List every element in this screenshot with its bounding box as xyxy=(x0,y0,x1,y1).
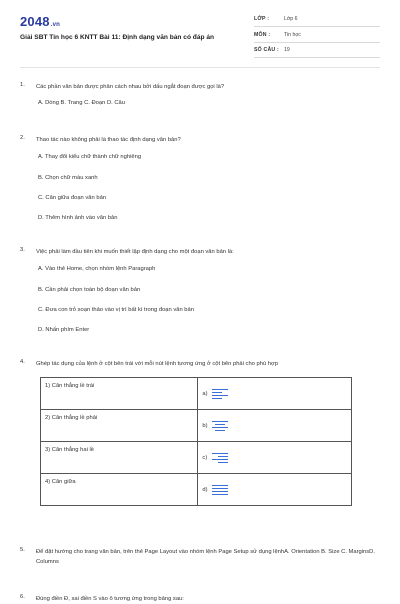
meta-key: MÔN : xyxy=(254,32,271,38)
site-logo[interactable] xyxy=(20,14,60,29)
question-text: Các phần văn bản được phân cách nhau bởi dấu ngắt đoạn được gọi là? xyxy=(36,84,225,90)
meta-subject xyxy=(254,28,380,43)
table-cell-button xyxy=(198,410,352,442)
table-cell-button xyxy=(198,378,352,410)
option-c: C. Căn giữa đoạn văn bản xyxy=(38,195,107,201)
table-cell-command: 4) Căn giữa xyxy=(41,474,198,506)
question-number: 4. xyxy=(20,359,25,365)
button-label: a) xyxy=(202,390,208,397)
question-text: Để đặt hướng cho trang văn bản, trên thẻ Page Layout vào nhóm lệnh Page Setup sử dụng lệnhA. Orientation B. Size C. MarginsD. Columns xyxy=(36,549,375,565)
option-b: B. Cần phải chọn toàn bộ đoạn văn bản xyxy=(38,287,141,293)
question-number: 1. xyxy=(20,82,25,88)
meta-key: LỚP : xyxy=(254,16,270,22)
question-text: Thao tác nào không phải là thao tác định dạng văn bản? xyxy=(36,137,181,143)
align-justify-icon xyxy=(212,484,228,496)
table-cell-command: 3) Căn thẳng hai lề xyxy=(41,442,198,474)
button-label: c) xyxy=(202,454,208,461)
option-d: D. Nhấn phím Enter xyxy=(38,327,90,333)
meta-value: Lớp 6 xyxy=(284,16,298,22)
option-a: A. Thay đổi kiểu chữ thành chữ nghiêng xyxy=(38,154,142,160)
meta-value: 19 xyxy=(284,47,290,53)
table-cell-button xyxy=(198,442,352,474)
option-c: C. Đưa con trỏ soạn thảo vào vị trí bất kì trong đoạn văn bản xyxy=(38,307,194,313)
question-text: Đúng điền Đ, sai điền S vào ô tương ứng trong bảng sau: xyxy=(36,596,184,602)
logo-suffix: .vn xyxy=(50,22,61,28)
question-number: 6. xyxy=(20,594,25,600)
table-cell-command: 2) Căn thẳng lề phải xyxy=(41,410,198,442)
option-a: A. Vào thẻ Home, chọn nhóm lệnh Paragraph xyxy=(38,266,156,272)
logo-text: 2048 xyxy=(20,14,50,29)
table-row xyxy=(41,378,352,410)
meta-class xyxy=(254,12,380,27)
table-row xyxy=(41,474,352,506)
question-number: 2. xyxy=(20,135,25,141)
table-cell-button xyxy=(198,474,352,506)
align-right-icon xyxy=(212,452,228,464)
option-b: B. Chọn chữ màu xanh xyxy=(38,175,98,181)
document-title: Giải SBT Tin học 6 KNTT Bài 11: Định dạng văn bản có đáp án xyxy=(20,34,215,41)
question-text: Việc phải làm đầu tiên khi muốn thiết lập định dạng cho một đoạn văn bản là: xyxy=(36,249,234,255)
question-1-options: A. Dòng B. Trang C. Đoạn D. Câu xyxy=(38,100,125,106)
question-number: 3. xyxy=(20,247,25,253)
align-left-icon xyxy=(212,388,228,400)
meta-question-count xyxy=(254,43,380,58)
table-cell-command: 1) Căn thẳng lề trái xyxy=(41,378,198,410)
table-row xyxy=(41,442,352,474)
question-text: Ghép tác dụng của lệnh ở cột bên trái với mỗi nút lệnh tương ứng ở cột bên phải cho phù hợp xyxy=(36,361,279,367)
question-number: 5. xyxy=(20,547,25,553)
button-label: b) xyxy=(202,422,208,429)
option-d: D. Thêm hình ảnh vào văn bản xyxy=(38,215,118,221)
header-divider xyxy=(20,67,380,68)
meta-key: SỐ CÂU : xyxy=(254,47,279,53)
button-label: d) xyxy=(202,486,208,493)
table-row xyxy=(41,410,352,442)
match-table xyxy=(40,377,352,506)
meta-value: Tin học xyxy=(284,32,301,38)
align-center-icon xyxy=(212,420,228,432)
